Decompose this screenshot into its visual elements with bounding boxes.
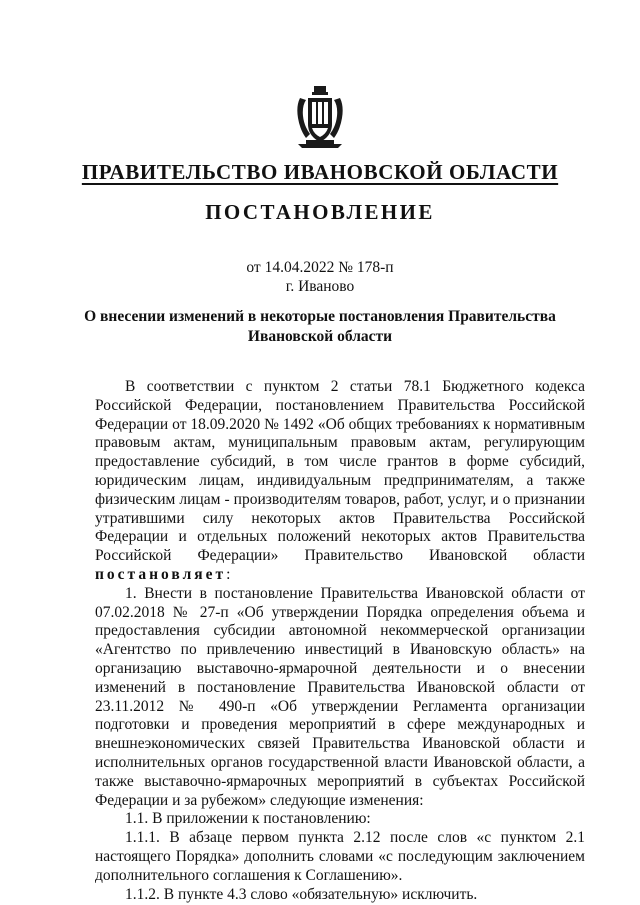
document-date-number: от 14.04.2022 № 178-п [246,259,394,276]
item-1-paragraph: 1. Внести в постановление Правительства Ивановской области от 07.02.2018 № 27-п «Об утверждении Порядка определения объема и предоставления субсидии автономной некоммерческой организации «Агентство по привлечению инвестиций в Ивановскую область» на организацию выставочно-ярмарочной деятельности и о внесении изменений в постановление Правительства Ивановской области от 23.11.2012 № 490-п «Об утверждении Регламента организации подготовки и проведения мероприятий в сфере международных и внешнеэкономических связей Правительства Ивановской области и исполнительных органов государственной власти Ивановской области, а также выставочно-ярмарочных мероприятий в субъектах Российской Федерации и за рубежом» следующие изменения: [95,584,585,809]
item-1-1-2-paragraph: 1.1.2. В пункте 4.3 слово «обязательную» исключить. [125,885,478,903]
document-type: ПОСТАНОВЛЕНИЕ [205,200,435,224]
coat-of-arms-emblem [292,84,348,150]
document-body [95,378,585,904]
resolves-keyword: постановляет [95,565,227,583]
item-1-1-1-paragraph: 1.1.1. В абзаце первом пункта 2.12 после слов «с пунктом 2.1 настоящего Порядка» дополнить словами «с последующим заключением дополнительного соглашения к Соглашению». [95,829,585,884]
item-1-1-paragraph: 1.1. В приложении к постановлению: [125,810,371,828]
document-subject: О внесении изменений в некоторые постановления Правительства Ивановской области [84,308,556,345]
government-name-text: ПРАВИТЕЛЬСТВО ИВАНОВСКОЙ ОБЛАСТИ [81,160,559,184]
document-city: г. Иваново [285,278,355,295]
resolves-colon: : [226,565,231,583]
preamble-text: В соответствии с пунктом 2 статьи 78.1 Бюджетного кодекса Российской Федерации, постановлением Правительства Российской Федерации от 18.09.2020 № 1492 «Об общих требованиях к нормативным правовым актам, муниципальным правовым актам, регулирующим предоставление субсидий, в том числе грантов в форме субсидий, юридическим лицам, индивидуальным предпринимателям, а также физическим лицам - производителям товаров, работ, услуг, и о признании утратившими силу некоторых актов Правительства Российской Федерации и отдельных положений некоторых актов Правительства Российской Федерации» Правительство Ивановской области [95,378,585,565]
preamble-paragraph [95,378,585,585]
government-name [0,160,640,184]
